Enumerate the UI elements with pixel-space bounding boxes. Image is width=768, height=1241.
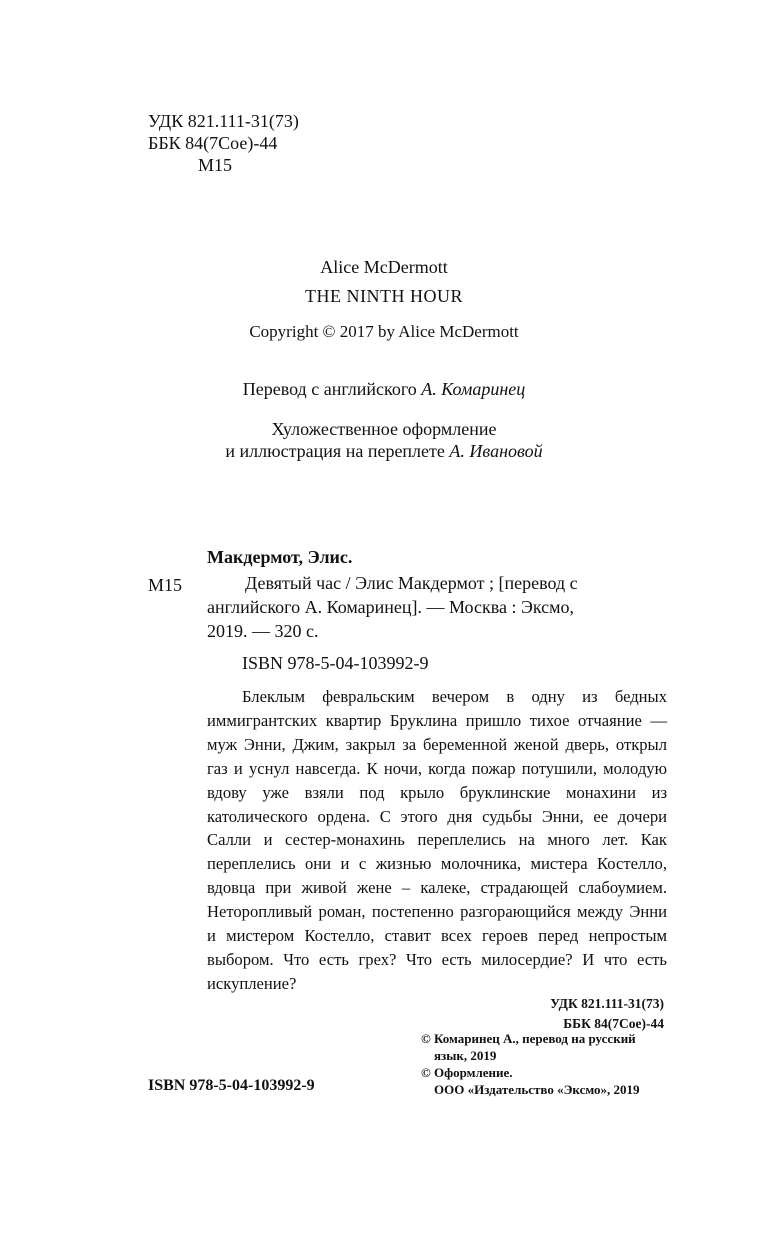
footer-bbk: ББК 84(7Сое)-44	[563, 1016, 664, 1031]
footer-isbn: ISBN 978-5-04-103992-9	[148, 1077, 315, 1094]
catalog-author-heading: Макдермот, Элис.	[207, 547, 353, 567]
copyright-translation-line-2: язык, 2019	[434, 1048, 497, 1063]
copyright-translation-line-1: © Комаринец А., перевод на русский	[421, 1031, 636, 1046]
design-credit	[0, 418, 768, 462]
footer-copyrights	[421, 1030, 640, 1098]
header-classification	[148, 110, 299, 176]
designer-name: А. Ивановой	[449, 441, 543, 461]
design-line-2-prefix: и иллюстрация на переплете	[225, 441, 450, 461]
footer-udk: УДК 821.111-31(73)	[550, 996, 664, 1011]
footer-codes	[550, 994, 664, 1034]
original-title: THE NINTH HOUR	[305, 286, 463, 306]
catalog-line-3: 2019. — 320 с.	[207, 621, 319, 641]
copyright-design-line-1: © Оформление.	[421, 1065, 513, 1080]
bbk-code: ББК 84(7Сое)-44	[148, 133, 278, 153]
design-line-1: Хуложественное оформление	[271, 419, 497, 439]
udk-code: УДК 821.111-31(73)	[148, 111, 299, 131]
copyright-design-line-2: ООО «Издательство «Эксмо», 2019	[434, 1082, 640, 1097]
catalog-isbn: ISBN 978-5-04-103992-9	[242, 653, 429, 673]
original-author: Alice McDermott	[320, 257, 448, 277]
translation-credit	[0, 378, 768, 400]
catalog-description	[207, 571, 667, 643]
translation-prefix: Перевод с английского	[242, 379, 422, 399]
copyright-line: Copyright © 2017 by Alice McDermott	[249, 322, 519, 341]
catalog-line-2: английского А. Комаринец]. — Москва : Эксмо,	[207, 597, 575, 617]
catalog-code: М15	[148, 575, 183, 595]
catalog-line-1: Девятый час / Элис Макдермот ; [перевод с	[245, 573, 578, 593]
translator-name: А. Комаринец	[421, 379, 526, 399]
author-mark: М15	[198, 155, 233, 175]
annotation-paragraph: Блеклым февральским вечером в одну из бедных иммигрантских квартир Бруклина пришло тихое отчаяние — муж Энни, Джим, закрыл за беременной женой дверь, открыл газ и уснул навсегда. К ночи, когда пожар потушили, молодую вдову уже взяли под крыло бруклинские монахини из католического ордена. С этого дня судьбы Энни, ее дочери Салли и сестер-монахинь переплелись на много лет. Как переплелись они и с жизнью молочника, мистера Костелло, вдовца при живой жене – калеке, страдающей слабоумием. Неторопливый роман, постепенно разгорающийся между Энни и мистером Костелло, ставит всех героев перед непростым выбором. Что есть грех? Что есть милосердие? И что есть искупление?	[207, 687, 667, 993]
